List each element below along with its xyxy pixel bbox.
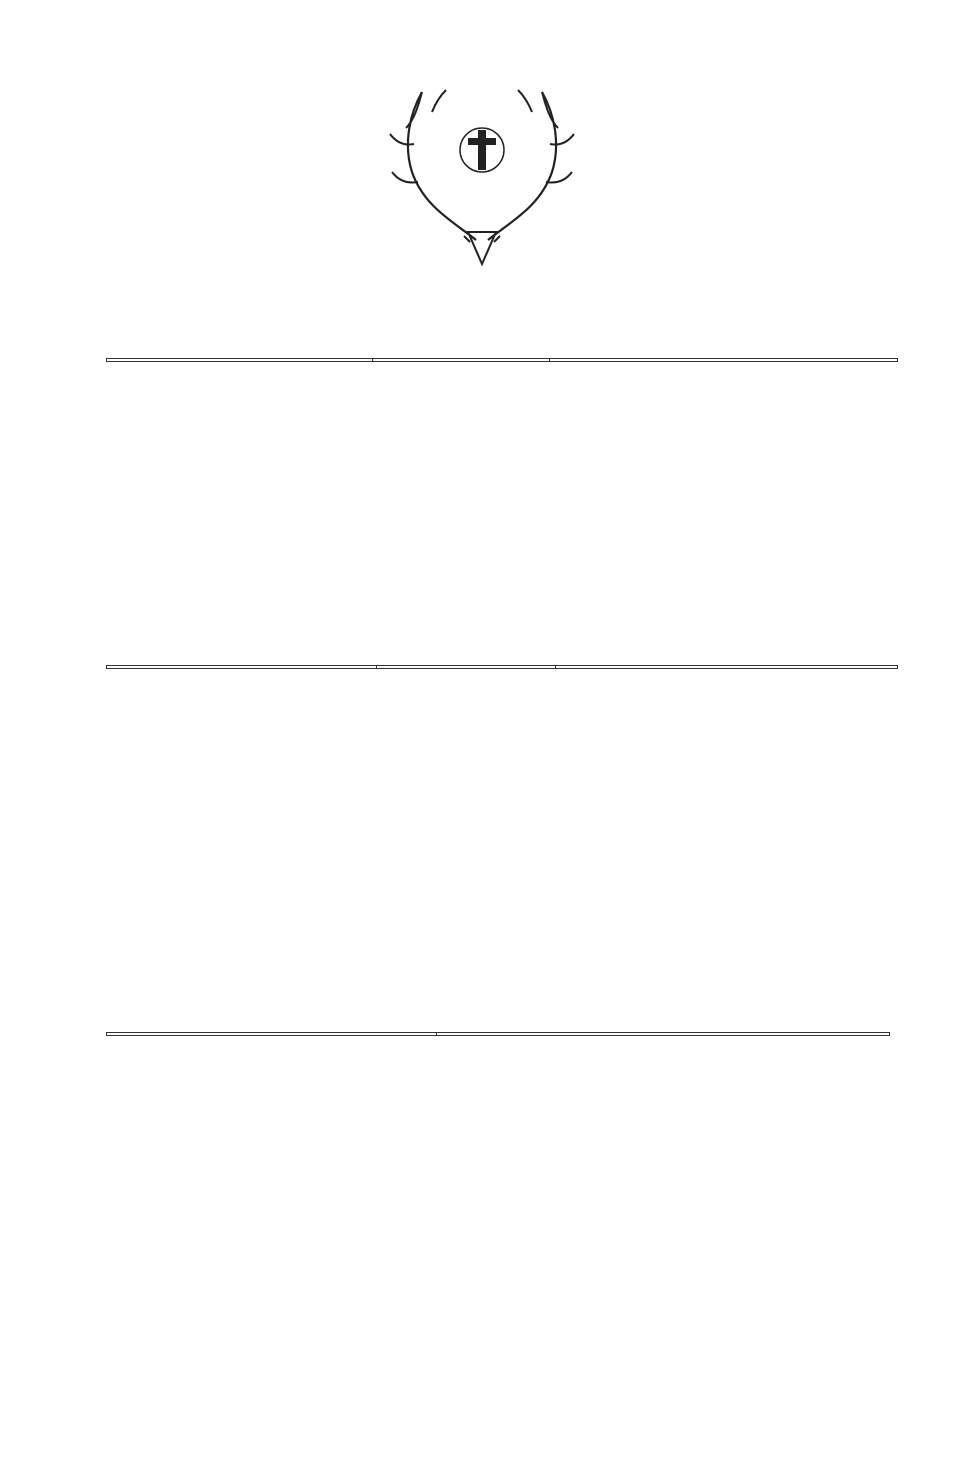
header-nationality — [436, 1033, 889, 1036]
border-right — [902, 58, 960, 1424]
border-left — [0, 58, 58, 1424]
participants-table-3 — [106, 1032, 890, 1036]
header-name — [107, 1033, 437, 1036]
table-header-row — [107, 1033, 890, 1036]
header-name — [107, 666, 377, 669]
table-header-row — [107, 666, 898, 669]
border-bottom — [0, 1424, 960, 1482]
header-participant — [372, 359, 550, 362]
header-membership — [556, 666, 898, 669]
border-top — [0, 0, 960, 58]
members-table-2 — [106, 665, 898, 669]
header-membership — [550, 359, 898, 362]
table-header-row — [107, 359, 898, 362]
members-table-1 — [106, 358, 898, 362]
pzl-emblem — [384, 72, 580, 272]
header-participant — [376, 666, 556, 669]
header-name — [107, 359, 373, 362]
